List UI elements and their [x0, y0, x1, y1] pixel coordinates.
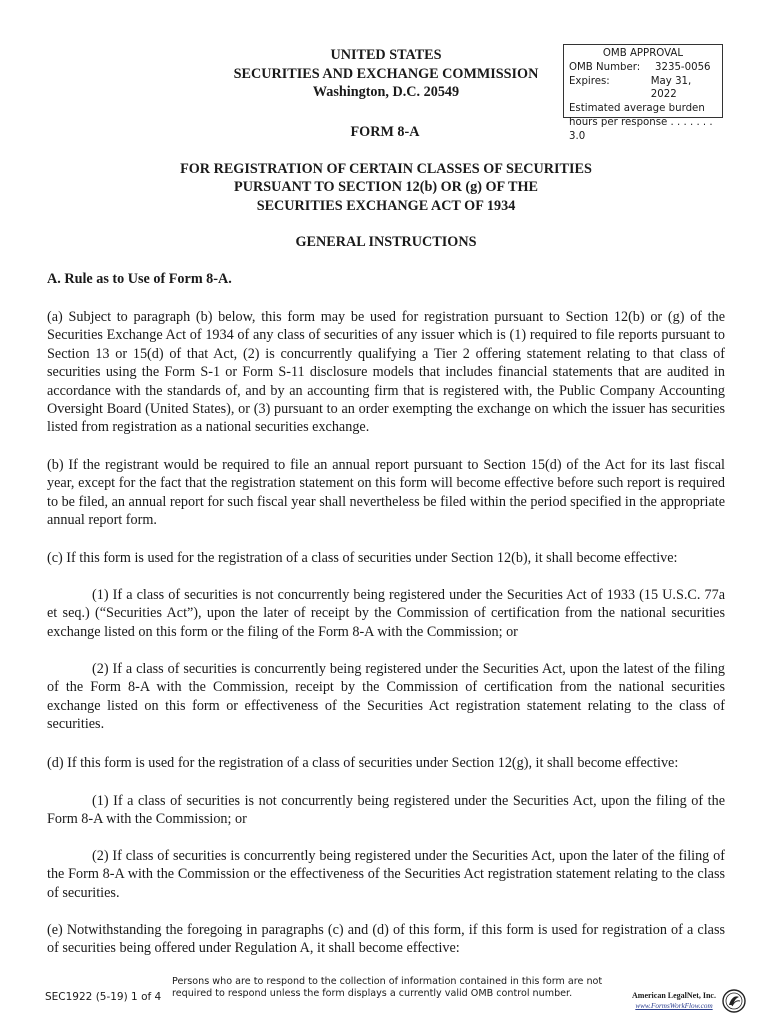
omb-burden-line-2: hours per response . . . . . . . 3.0 [569, 116, 713, 142]
omb-expires-value: May 31, 2022 [650, 75, 692, 101]
omb-approval-title: OMB APPROVAL [602, 48, 684, 59]
form-subtitle-line-3: SECURITIES EXCHANGE ACT OF 1934 [256, 197, 516, 214]
omb-burden-line-1: Estimated average burden [569, 103, 705, 115]
header-line-country: UNITED STATES [330, 47, 442, 63]
section-a-heading: A. Rule as to Use of Form 8-A. [47, 271, 232, 287]
footer-omb-notice: Persons who are to respond to the collection of information contained in this form are not required to respond unless the form displays a currently valid OMB control number. [172, 976, 603, 1000]
omb-number-row [569, 61, 717, 75]
form-title: FORM 8-A [350, 124, 420, 140]
omb-expires-row [569, 75, 717, 103]
header-line-location: Washington, D.C. 20549 [312, 84, 460, 100]
american-legalnet-seal-icon [722, 989, 746, 1013]
omb-expires-label: Expires: [569, 75, 610, 87]
omb-number-label: OMB Number: [569, 61, 641, 73]
form-subtitle-line-1: FOR REGISTRATION OF CERTAIN CLASSES OF SECURITIES [180, 161, 592, 177]
paragraph-c2: (2) If a class of securities is concurrently being registered under the Securities Act, upon the latest of the filing of the Form 8-A with the Commission, receipt by the Commission of certification from the national securities exchange listed on this form or effectiveness of the Securities Act registration statement relating to the class of securities. [47, 661, 725, 733]
footer-brand-url[interactable]: www.FormsWorkFlow.com [635, 1002, 713, 1010]
form-subtitle-line-2: PURSUANT TO SECTION 12(b) OR (g) OF THE [234, 179, 538, 196]
agency-header [200, 46, 572, 102]
paragraph-c1: (1) If a class of securities is not concurrently being registered under the Securities Act of 1933 (15 U.S.C. 77a et seq.) (“Securities Act”), upon the later of receipt by the Commission of certification from the national securities exchange listed on this form or the filing of the Form 8-A with the Commission; or [47, 587, 725, 640]
paragraph-e: (e) Notwithstanding the foregoing in paragraphs (c) and (d) of this form, if this form is used for registration of a class of securities being offered under Regulation A, it shall become effective: [47, 922, 725, 957]
footer-brand-name: American LegalNet, Inc. [632, 991, 716, 1000]
omb-approval-box [563, 44, 723, 142]
footer-form-id: SEC1922 (5-19) 1 of 4 [45, 991, 162, 1003]
paragraph-d: (d) If this form is used for the registration of a class of securities under Section 12(g), it shall become effective: [47, 755, 679, 771]
omb-number-value: 3235-0056 [655, 61, 711, 73]
paragraph-a: (a) Subject to paragraph (b) below, this form may be used for registration pursuant to Section 12(b) or (g) of the Securities Exchange Act of 1934 of any class of securities of any issuer which is (1) required to file reports pursuant to Section 13 or 15(d) of that Act, (2) is concurrently qualifying a Tier 2 offering statement relating to that class of securities using the Form S-1 or Form S-11 disclosure models that includes financial statements that are audited in accordance with the standards of, and by an accounting firm that is registered with, the Public Company Accounting Oversight Board (United States), or (3) pursuant to an order exempting the exchange on which the issuer has securities listed from registration as a national securities exchange. [47, 309, 725, 436]
footer-brand [626, 991, 722, 1011]
paragraph-d1: (1) If a class of securities is not concurrently being registered under the Securities Act, upon the filing of the Form 8-A with the Commission; or [47, 793, 725, 828]
general-instructions-heading: GENERAL INSTRUCTIONS [295, 234, 477, 250]
paragraph-d2: (2) If class of securities is concurrently being registered under the Securities Act, upon the later of the filing of the Form 8-A with the Commission or the effectiveness of the Securities Act registration statement relating to the class of securities. [47, 848, 725, 901]
form-subtitle [100, 160, 672, 215]
paragraph-c: (c) If this form is used for the registration of a class of securities under Section 12(b), it shall become effective: [47, 550, 678, 566]
header-line-agency: SECURITIES AND EXCHANGE COMMISSION [233, 65, 539, 82]
paragraph-b: (b) If the registrant would be required to file an annual report pursuant to Section 15(d) of the Act for its last fiscal year, except for the fact that the registration statement on this form will become effective before such report is required to be filed, an annual report for such fiscal year shall nevertheless be filed within the period specified in the appropriate annual report form. [47, 457, 725, 529]
